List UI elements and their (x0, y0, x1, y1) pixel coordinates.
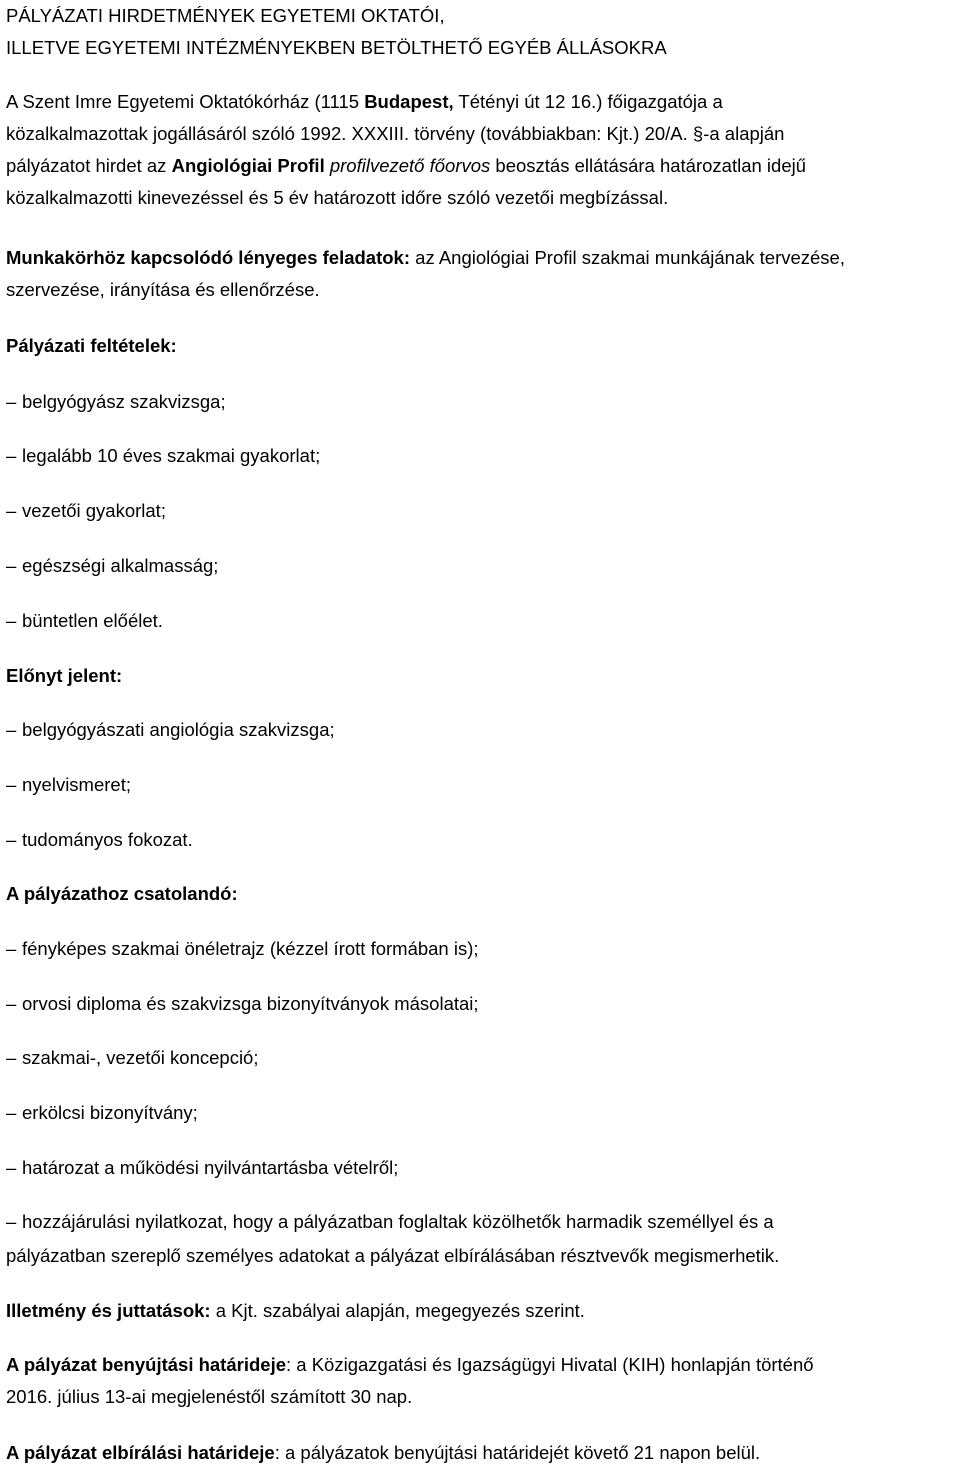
list-item: – fényképes szakmai önéletrajz (kézzel írott formában is); (6, 933, 479, 965)
dash-icon: – (6, 445, 17, 466)
conditions-heading: Pályázati feltételek: (6, 335, 177, 356)
list-item: – szakmai-, vezetői koncepció; (6, 1042, 259, 1074)
tasks-paragraph: Munkakörhöz kapcsolódó lényeges feladatok: az Angiológiai Profil szakmai munkájának tervezése, szervezése, irányítása és ellenőrzése. (6, 247, 845, 300)
list-item: – határozat a működési nyilvántartásba vételről; (6, 1152, 398, 1184)
list-item: – legalább 10 éves szakmai gyakorlat; (6, 440, 320, 472)
list-item: – egészségi alkalmasság; (6, 550, 218, 582)
dash-icon: – (6, 610, 17, 631)
list-item: – tudományos fokozat. (6, 824, 193, 856)
salary-paragraph: Illetmény és juttatások: a Kjt. szabályai alapján, megegyezés szerint. (6, 1300, 585, 1321)
dash-icon: – (6, 1047, 17, 1068)
dash-icon: – (6, 938, 17, 959)
dash-icon: – (6, 391, 17, 412)
title-line-2: ILLETVE EGYETEMI INTÉZMÉNYEKBEN BETÖLTHETŐ EGYÉB ÁLLÁSOKRA (6, 37, 667, 58)
attachments-heading: A pályázathoz csatolandó: (6, 883, 238, 904)
title-line-1: PÁLYÁZATI HIRDETMÉNYEK EGYETEMI OKTATÓI, (6, 5, 445, 26)
list-item: – vezetői gyakorlat; (6, 495, 166, 527)
list-item-continuation: pályázatban szereplő személyes adatokat a pályázat elbírálásában résztvevők megismerhetik. (6, 1245, 780, 1266)
dash-icon: – (6, 1211, 17, 1232)
list-item: – belgyógyász szakvizsga; (6, 386, 226, 418)
tasks-label: Munkakörhöz kapcsolódó lényeges feladatok: (6, 247, 411, 268)
dash-icon: – (6, 993, 17, 1014)
evaluation-paragraph: A pályázat elbírálási határideje: a pályázatok benyújtási határidejét követő 21 napon belül. (6, 1442, 761, 1463)
list-item: – erkölcsi bizonyítvány; (6, 1097, 198, 1129)
list-item: – büntetlen előélet. (6, 605, 163, 637)
list-item: – hozzájárulási nyilatkozat, hogy a pályázatban foglaltak közölhetők harmadik személlyel és a (6, 1206, 774, 1238)
dash-icon: – (6, 719, 17, 740)
dash-icon: – (6, 500, 17, 521)
intro-paragraph: A Szent Imre Egyetemi Oktatókórház (1115 Budapest, Tétényi út 12 16.) főigazgatója a közalkalmazottak jogállásáról szóló 1992. XXXIII. törvény (továbbiakban: Kjt.) 20/A. §-a alapján pályázatot hirdet az Angiológiai Profil profilvezető főorvos beosztás ellátására határozatlan idejű közalkalmazotti kinevezéssel és 5 év határozott időre szóló vezetői megbízással. (6, 91, 807, 208)
list-item: – belgyógyászati angiológia szakvizsga; (6, 714, 335, 746)
dash-icon: – (6, 774, 17, 795)
advantage-heading: Előnyt jelent: (6, 665, 123, 686)
dash-icon: – (6, 829, 17, 850)
dash-icon: – (6, 1157, 17, 1178)
list-item: – nyelvismeret; (6, 769, 131, 801)
dash-icon: – (6, 1102, 17, 1123)
page-title (6, 0, 667, 64)
dash-icon: – (6, 555, 17, 576)
list-item: – orvosi diploma és szakvizsga bizonyítványok másolatai; (6, 988, 479, 1020)
deadline-paragraph: A pályázat benyújtási határideje: a Közigazgatási és Igazságügyi Hivatal (KIH) honlapján történő 2016. július 13-ai megjelenéstől számított 30 nap. (6, 1354, 814, 1407)
